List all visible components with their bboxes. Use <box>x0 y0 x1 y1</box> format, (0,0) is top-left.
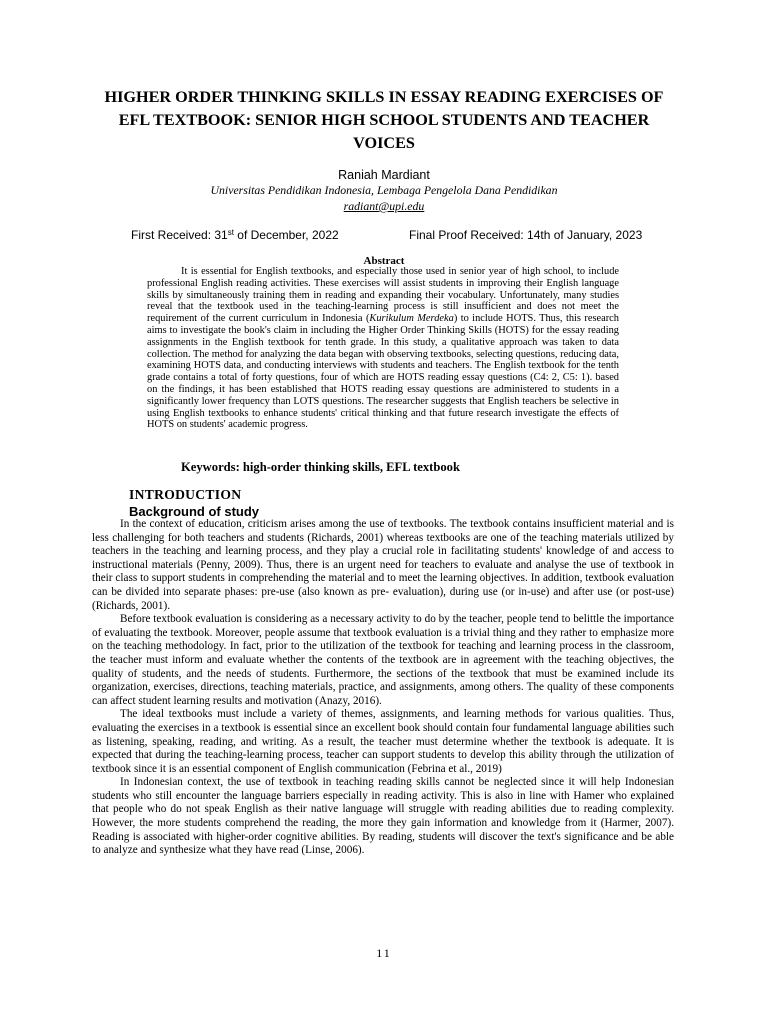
final-received-date: Final Proof Received: 14th of January, 2023 <box>409 228 643 242</box>
paper-title: HIGHER ORDER THINKING SKILLS IN ESSAY READING EXERCISES OF EFL TEXTBOOK: SENIOR HIGH SCHOOL STUDENTS AND TEACHER VOICES <box>104 88 664 152</box>
author-email-link[interactable]: radiant@upi.edu <box>343 199 425 213</box>
abstract-heading: Abstract <box>363 255 405 267</box>
abstract-part-2: ) to include HOTS. Thus, this research aims to investigate the book's claim in including the Higher Order Thinking Skills (HOTS) for the essay reading assignments in the English textbook for tenth grade. In this study, a qualitative approach was taken to data collection. The method for analyzing the data began with observing textbooks, selecting questions, reducing data, examining HOTS data, and conducting interviews with students and teachers. The English textbook for the tenth grade contains a total of forty questions, four of which are HOTS reading essay questions (C4: 2, C5: 1). based on the findings, it has been established that HOTS reading essay questions are administered to students in a significantly lower frequency than LOTS questions. The researcher suggests that English teachers be selective in using English textbooks to enhance students' critical thinking and that future research investigate the effects of HOTS on students' academic progress. <box>147 313 619 431</box>
body-paragraph: The ideal textbooks must include a variety of themes, assignments, and learning methods for various qualities. Thus, evaluating the exercises in a textbook is essential since an excellent book should contain four fundamental language abilities such as listening, speaking, reading, and writing. As a result, the teacher must determine whether the textbook is adequate. It is expected that during the teaching-learning process, teacher can support students to develop this ability through the utilization of textbook since it is an essential component of English communication (Febrina et al., 2019) <box>92 708 674 775</box>
body-paragraph: In Indonesian context, the use of textbook in teaching reading skills cannot be neglected since it will help Indonesian students who still encounter the language barriers especially in reading activity. This is also in line with Hamer who explained that people who do not speak English as their native language will struggle with reading abilities due to reading complexity. However, the more students comprehend the reading, the more they gain information and knowledge from it (Harmer, 2007). Reading is associated with higher-order cognitive abilities. By reading, students will discover the text's significance and be able to analyze and synthesize what they have read (Linse, 2006). <box>92 776 674 857</box>
abstract-part-1: It is essential for English textbooks, and especially those used in senior year of high school, to include professional English reading activities. These exercises will assist students in improving their English language skills by simultaneously training them in reading and expanding their vocabulary. Unfortunately, many studies reveal that the textbook used in the teaching-learning process is still insufficient and does not meet the requirement of the current curriculum in Indonesia ( <box>147 266 619 325</box>
abstract-text <box>147 266 619 431</box>
background-subheading: Background of study <box>129 504 260 519</box>
body-paragraph: Before textbook evaluation is considering as a necessary activity to do by the teacher, people tend to belittle the importance of evaluating the textbook. Moreover, people assume that textbook evaluation is a trivial thing and they rather to emphasize more on the teaching methodology. In fact, prior to the utilization of the textbook for teaching and learning process in the classroom, the teacher must inform and evaluate whether the contents of the textbook are in agreement with the teaching objectives, the quality of students, and the needs of students. Furthermore, the sections of the textbook that must be examined include its organization, exercises, directions, teaching materials, practice, and assignments, among others. The quality of these components can affect student learning results and motivation (Anazy, 2016). <box>92 613 674 707</box>
author-name: Raniah Mardiant <box>338 168 430 182</box>
introduction-heading: INTRODUCTION <box>129 487 242 502</box>
page-number: 11 <box>376 946 392 960</box>
first-received-date <box>131 227 339 243</box>
body-paragraph: In the context of education, criticism arises among the use of textbooks. The textbook contains insufficient material and is less challenging for both teachers and students (Richards, 2001) whereas textbooks are one of the teaching materials utilized by teachers in the teaching and learning process, and they play a crucial role in facilitating students' knowledge of and access to instructional materials (Penny, 2009). Thus, there is an urgent need for teachers to evaluate and analyse the use of textbook in their class to support students in comprehending the material and to meet the learning objectives. In addition, textbook evaluation can be divided into separate phases: pre-use (also known as pre- evaluation), during use (or in-use) and after use (or post-use) (Richards, 2001). <box>92 518 674 612</box>
author-email <box>0 198 768 214</box>
keywords: Keywords: high-order thinking skills, EFL textbook <box>181 460 460 474</box>
author-affiliation: Universitas Pendidikan Indonesia, Lembaga Pengelola Dana Pendidikan <box>210 183 558 197</box>
first-received-suffix: of December, 2022 <box>233 228 339 242</box>
abstract-italic-term: Kurikulum Merdeka <box>369 313 454 325</box>
introduction-body <box>92 518 674 858</box>
first-received-superscript: st <box>227 228 234 237</box>
first-received-prefix: First Received: 31 <box>131 228 228 242</box>
